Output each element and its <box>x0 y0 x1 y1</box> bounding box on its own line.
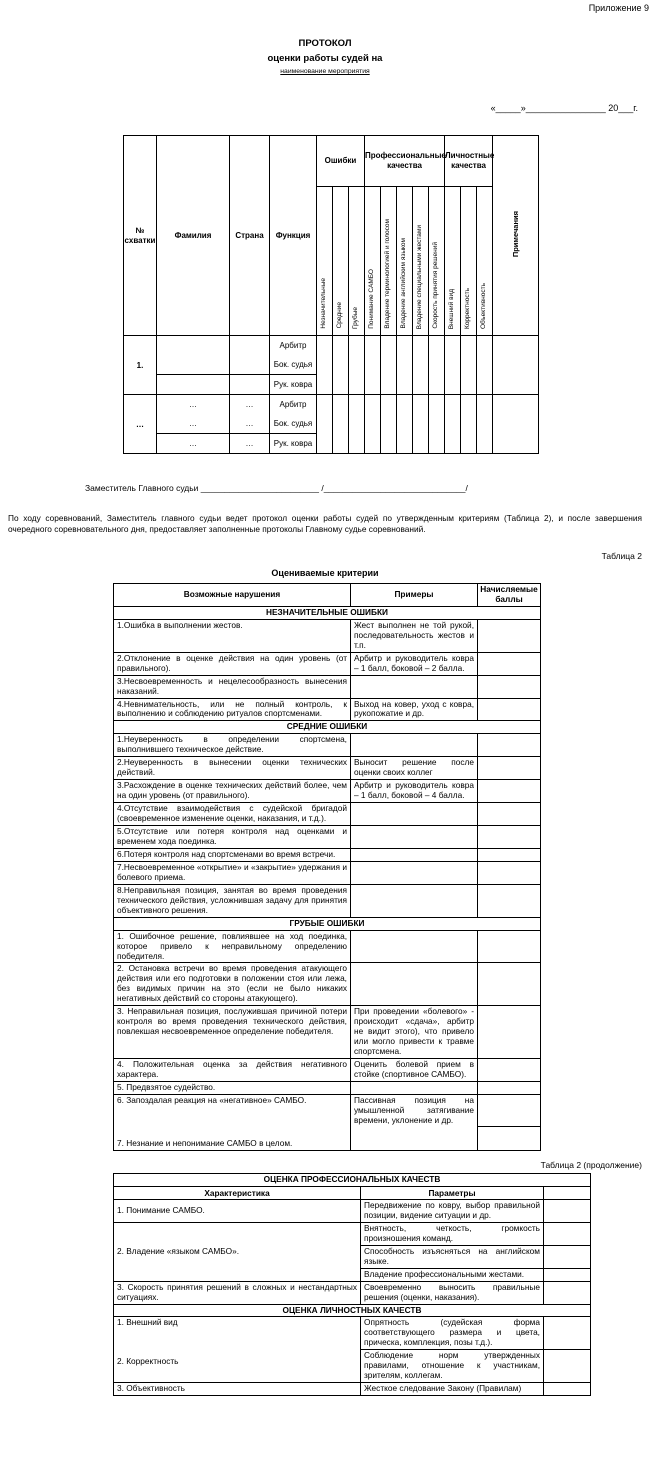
violation-cell: 2. Остановка встречи во время проведения атакующего действия или его подготовки в положении стоя или лежа, без видимых причин на это (если не было никаких негативных действий со стороны атакующего). <box>114 963 351 1006</box>
appendix-label: Приложение 9 <box>588 3 649 13</box>
col-header-notes: Примечания <box>493 136 539 336</box>
violation-cell: 6. Запоздалая реакция на «негативное» САМБО. <box>114 1094 351 1126</box>
violation-cell: 1.Неуверенность в определении спортсмена, выполнившего техническое действие. <box>114 734 351 757</box>
criteria-row <box>114 757 541 780</box>
points-cell <box>544 1222 591 1245</box>
col-header-error-gross: Грубые <box>349 187 365 336</box>
example-cell <box>351 826 478 849</box>
points-cell <box>478 930 541 963</box>
example-cell <box>351 675 478 698</box>
example-cell: Оценить болевой прием в стойке (спортивное САМБО). <box>351 1059 478 1082</box>
points-cell <box>478 803 541 826</box>
parameter-cell: Внятность, четкость, громкость произношения команд. <box>361 1222 544 1245</box>
group-header-personal-qualities: Личностные качества <box>445 136 493 187</box>
points-cell <box>478 963 541 1006</box>
col-header-characteristic: Характеристика <box>114 1186 361 1199</box>
criteria-table <box>113 583 541 1151</box>
score-cell <box>445 395 461 454</box>
col-header-bout-number: № схватки <box>124 136 157 336</box>
characteristic-item: 2. Корректность <box>117 1356 179 1367</box>
criteria-section <box>0 551 650 1151</box>
col-header-violations: Возможные нарушения <box>114 584 351 607</box>
protocol-row <box>124 395 539 415</box>
criteria-row <box>114 1127 541 1150</box>
col-header-sambo-understanding: Понимание САМБО <box>365 187 381 336</box>
col-header-special-gestures: Владение специальными жестами <box>413 187 429 336</box>
score-cell <box>397 336 413 395</box>
country-cell: … <box>230 434 270 454</box>
country-cell <box>230 336 270 356</box>
country-cell: … <box>230 414 270 434</box>
document-title-block <box>0 37 650 75</box>
criteria-row <box>114 1059 541 1082</box>
section-row <box>114 917 541 930</box>
points-cell <box>544 1268 591 1281</box>
points-cell <box>544 1350 591 1383</box>
surname-cell: … <box>157 434 230 454</box>
points-cell <box>478 619 541 652</box>
function-cell: Рук. ковра <box>270 434 317 454</box>
example-cell <box>351 1127 478 1150</box>
points-cell <box>478 1094 541 1126</box>
col-header-points: Начисляемые баллы <box>478 584 541 607</box>
criteria-row <box>114 884 541 917</box>
instruction-paragraph: По ходу соревнований, Заместитель главного судьи ведет протокол оценки работы судей по утвержденным критериям (Таблица 2), и после завершения очередного соревновательного дня, предоставляет заполненные протоколы Главному судье соревнований. <box>8 513 642 534</box>
country-cell: … <box>230 395 270 415</box>
example-cell <box>351 861 478 884</box>
section-row <box>114 1174 591 1187</box>
violation-cell: 4.Невнимательность, или не полный контроль, к выполнению и соблюдению ритуалов спортсменами. <box>114 698 351 721</box>
violation-cell: 3. Неправильная позиция, послужившая причиной потери контроля во время проведения технического действия, повлекшая несвоевременное определение победителя. <box>114 1006 351 1059</box>
qualities-section <box>0 1160 650 1396</box>
table2-continuation-label: Таблица 2 (продолжение) <box>540 1160 642 1170</box>
col-header-terminology-voice: Владение терминологией и голосом <box>381 187 397 336</box>
violation-cell: 1.Ошибка в выполнении жестов. <box>114 619 351 652</box>
example-cell <box>351 848 478 861</box>
points-cell <box>544 1317 591 1350</box>
example-cell: Арбитр и руководитель ковра – 1 балл, боковой – 4 балла. <box>351 780 478 803</box>
example-cell: Арбитр и руководитель ковра – 1 балл, боковой – 2 балла. <box>351 652 478 675</box>
col-header-points <box>544 1186 591 1199</box>
date-blank-line: «_____»________________ 20___г. <box>490 103 638 113</box>
notes-cell <box>493 336 539 395</box>
col-header-objectivity: Объективность <box>477 187 493 336</box>
criteria-row <box>114 848 541 861</box>
example-cell <box>351 963 478 1006</box>
col-header-surname: Фамилия <box>157 136 230 336</box>
col-header-decision-speed: Скорость принятия решений <box>429 187 445 336</box>
quality-row <box>114 1383 591 1396</box>
points-cell <box>478 826 541 849</box>
criteria-row <box>114 1081 541 1094</box>
points-cell <box>478 780 541 803</box>
parameter-cell: Жесткое следование Закону (Правилам) <box>361 1383 544 1396</box>
parameter-cell: Своевременно выносить правильные решения (оценки, наказания). <box>361 1281 544 1304</box>
violation-cell: 6.Потеря контроля над спортсменами во время встречи. <box>114 848 351 861</box>
criteria-row <box>114 861 541 884</box>
protocol-row <box>124 336 539 356</box>
example-cell: Пассивная позиция на умышленной затягивание времени, уклонение и др. <box>351 1094 478 1126</box>
score-cell <box>477 336 493 395</box>
criteria-row <box>114 1006 541 1059</box>
points-cell <box>478 734 541 757</box>
score-cell <box>461 336 477 395</box>
quality-row <box>114 1317 591 1350</box>
criteria-row <box>114 698 541 721</box>
page-title: ПРОТОКОЛ <box>298 38 352 49</box>
quality-row <box>114 1281 591 1304</box>
criteria-row <box>114 675 541 698</box>
section-row <box>114 606 541 619</box>
characteristic-item: 1. Внешний вид <box>117 1317 178 1328</box>
example-cell: Выносит решение после оценки своих коллег <box>351 757 478 780</box>
criteria-table-caption: Оцениваемые критерии <box>271 568 379 578</box>
score-cell <box>317 336 333 395</box>
score-cell <box>381 395 397 454</box>
col-header-error-medium: Средние <box>333 187 349 336</box>
group-header-errors: Ошибки <box>317 136 365 187</box>
violation-cell: 5. Предвзятое судейство. <box>114 1081 351 1094</box>
violation-cell: 7. Незнание и непонимание САМБО в целом. <box>114 1127 351 1150</box>
score-cell <box>349 395 365 454</box>
surname-cell <box>157 355 230 375</box>
score-cell <box>381 336 397 395</box>
points-cell <box>478 675 541 698</box>
example-cell: Жест выполнен не той рукой, последовательность жестов и т.п. <box>351 619 478 652</box>
violation-cell: 1. Ошибочное решение, повлиявшее на ход поединка, которое привело к неправильному определению победителя. <box>114 930 351 963</box>
notes-cell <box>493 395 539 454</box>
judges-protocol-table <box>123 135 539 454</box>
col-header-error-minor: Незначительные <box>317 187 333 336</box>
example-cell: Выход на ковер, уход с ковра, рукопожатие и др. <box>351 698 478 721</box>
example-cell: При проведении «болевого» - происходит «сдача», арбитр не видит этого), что привело или могло привести к травме спортсмена. <box>351 1006 478 1059</box>
page-subtitle: оценки работы судей на <box>267 52 383 64</box>
surname-cell: … <box>157 395 230 415</box>
violation-cell: 4. Положительная оценка за действия негативного характера. <box>114 1059 351 1082</box>
score-cell <box>365 395 381 454</box>
points-cell <box>478 1006 541 1059</box>
criteria-row <box>114 652 541 675</box>
surname-cell <box>157 336 230 356</box>
score-cell <box>413 336 429 395</box>
parameter-cell: Способность изъясняться на английском языке. <box>361 1245 544 1268</box>
section-title-cell: ОЦЕНКА ПРОФЕССИОНАЛЬНЫХ КАЧЕСТВ <box>114 1174 591 1187</box>
characteristic-cell: 1. Понимание САМБО. <box>114 1199 361 1222</box>
section-row <box>114 1304 591 1317</box>
qualities-table-body <box>114 1174 591 1396</box>
country-cell <box>230 375 270 395</box>
score-cell <box>413 395 429 454</box>
country-cell <box>230 355 270 375</box>
col-header-correctness: Корректность <box>461 187 477 336</box>
characteristic-cell <box>114 1317 361 1383</box>
criteria-row <box>114 1094 541 1126</box>
score-cell <box>397 395 413 454</box>
example-cell <box>351 1081 478 1094</box>
function-cell: Бок. судья <box>270 414 317 434</box>
function-cell: Арбитр <box>270 336 317 356</box>
criteria-row <box>114 803 541 826</box>
protocol-table-body <box>124 336 539 454</box>
section-title-cell: НЕЗНАЧИТЕЛЬНЫЕ ОШИБКИ <box>114 606 541 619</box>
group-header-professional-qualities: Профессиональные качества <box>365 136 445 187</box>
function-cell: Рук. ковра <box>270 375 317 395</box>
surname-cell <box>157 375 230 395</box>
parameter-cell: Передвижение по ковру, выбор правильной позиции, видение ситуации и др. <box>361 1199 544 1222</box>
section-row <box>114 721 541 734</box>
example-cell <box>351 884 478 917</box>
points-cell <box>478 1081 541 1094</box>
criteria-row <box>114 963 541 1006</box>
function-cell: Арбитр <box>270 395 317 415</box>
violation-cell: 2.Отклонение в оценке действия на один уровень (от правильного). <box>114 652 351 675</box>
event-name-placeholder: наименование мероприятия <box>280 68 370 76</box>
points-cell <box>478 848 541 861</box>
criteria-row <box>114 930 541 963</box>
col-header-english-language: Владение английским языком <box>397 187 413 336</box>
points-cell <box>478 1059 541 1082</box>
section-title-cell: ГРУБЫЕ ОШИБКИ <box>114 917 541 930</box>
example-cell <box>351 930 478 963</box>
table2-label: Таблица 2 <box>601 551 642 561</box>
characteristic-cell: 3. Скорость принятия решений в сложных и нестандартных ситуациях. <box>114 1281 361 1304</box>
violation-cell: 8.Неправильная позиция, занятая во время проведения технического действия, усложнившая задачу для принятия объективного решения. <box>114 884 351 917</box>
quality-row <box>114 1199 591 1222</box>
points-cell <box>478 652 541 675</box>
criteria-row <box>114 734 541 757</box>
violation-cell: 2.Неуверенность в вынесении оценки технических действий. <box>114 757 351 780</box>
score-cell <box>429 336 445 395</box>
characteristic-cell: 3. Объективность <box>114 1383 361 1396</box>
deputy-chief-judge-signature-line: Заместитель Главного судьи _________________________ /______________________________/ <box>85 483 468 493</box>
col-header-function: Функция <box>270 136 317 336</box>
surname-cell: … <box>157 414 230 434</box>
example-cell <box>351 734 478 757</box>
characteristic-list <box>117 1318 357 1367</box>
characteristic-cell: 2. Владение «языком САМБО». <box>114 1222 361 1281</box>
points-cell <box>544 1199 591 1222</box>
score-cell <box>333 336 349 395</box>
score-cell <box>333 395 349 454</box>
criteria-row <box>114 619 541 652</box>
violation-cell: 7.Несвоевременное «открытие» и «закрытие» удержания и болевого приема. <box>114 861 351 884</box>
score-cell <box>317 395 333 454</box>
criteria-row <box>114 780 541 803</box>
points-cell <box>478 884 541 917</box>
section-title-cell: СРЕДНИЕ ОШИБКИ <box>114 721 541 734</box>
section-title-cell: ОЦЕНКА ЛИЧНОСТНЫХ КАЧЕСТВ <box>114 1304 591 1317</box>
points-cell <box>544 1383 591 1396</box>
col-header-country: Страна <box>230 136 270 336</box>
points-cell <box>544 1281 591 1304</box>
score-cell <box>349 336 365 395</box>
score-cell <box>477 395 493 454</box>
bout-number-cell: … <box>124 395 157 454</box>
points-cell <box>544 1245 591 1268</box>
score-cell <box>365 336 381 395</box>
violation-cell: 3.Расхождение в оценке технических действий более, чем на один уровень (от правильного). <box>114 780 351 803</box>
score-cell <box>461 395 477 454</box>
bout-number-cell: 1. <box>124 336 157 395</box>
qualities-header-row <box>114 1186 591 1199</box>
col-header-parameters: Параметры <box>361 1186 544 1199</box>
parameter-cell: Соблюдение норм утвержденных правилами, отношение к участникам, зрителям, коллегам. <box>361 1350 544 1383</box>
col-header-examples: Примеры <box>351 584 478 607</box>
function-cell: Бок. судья <box>270 355 317 375</box>
score-cell <box>445 336 461 395</box>
col-header-appearance: Внешний вид <box>445 187 461 336</box>
points-cell <box>478 861 541 884</box>
criteria-row <box>114 826 541 849</box>
score-cell <box>429 395 445 454</box>
parameter-cell: Владение профессиональными жестами. <box>361 1268 544 1281</box>
violation-cell: 5.Отсутствие или потеря контроля над оценками и временем хода поединка. <box>114 826 351 849</box>
quality-row <box>114 1222 591 1245</box>
example-cell <box>351 803 478 826</box>
violation-cell: 4.Отсутствие взаимодействия с судейской бригадой (своевременное изменение оценки, наказания, и т.д.). <box>114 803 351 826</box>
qualities-table <box>113 1173 591 1396</box>
points-cell <box>478 757 541 780</box>
parameter-cell: Опрятность (судейская форма соответствующего размера и цвета, прическа, комплекция, позы т.д.). <box>361 1317 544 1350</box>
points-cell <box>478 698 541 721</box>
criteria-table-body <box>114 606 541 1150</box>
violation-cell: 3.Несвоевременность и нецелесообразность вынесения наказаний. <box>114 675 351 698</box>
points-cell <box>478 1127 541 1150</box>
